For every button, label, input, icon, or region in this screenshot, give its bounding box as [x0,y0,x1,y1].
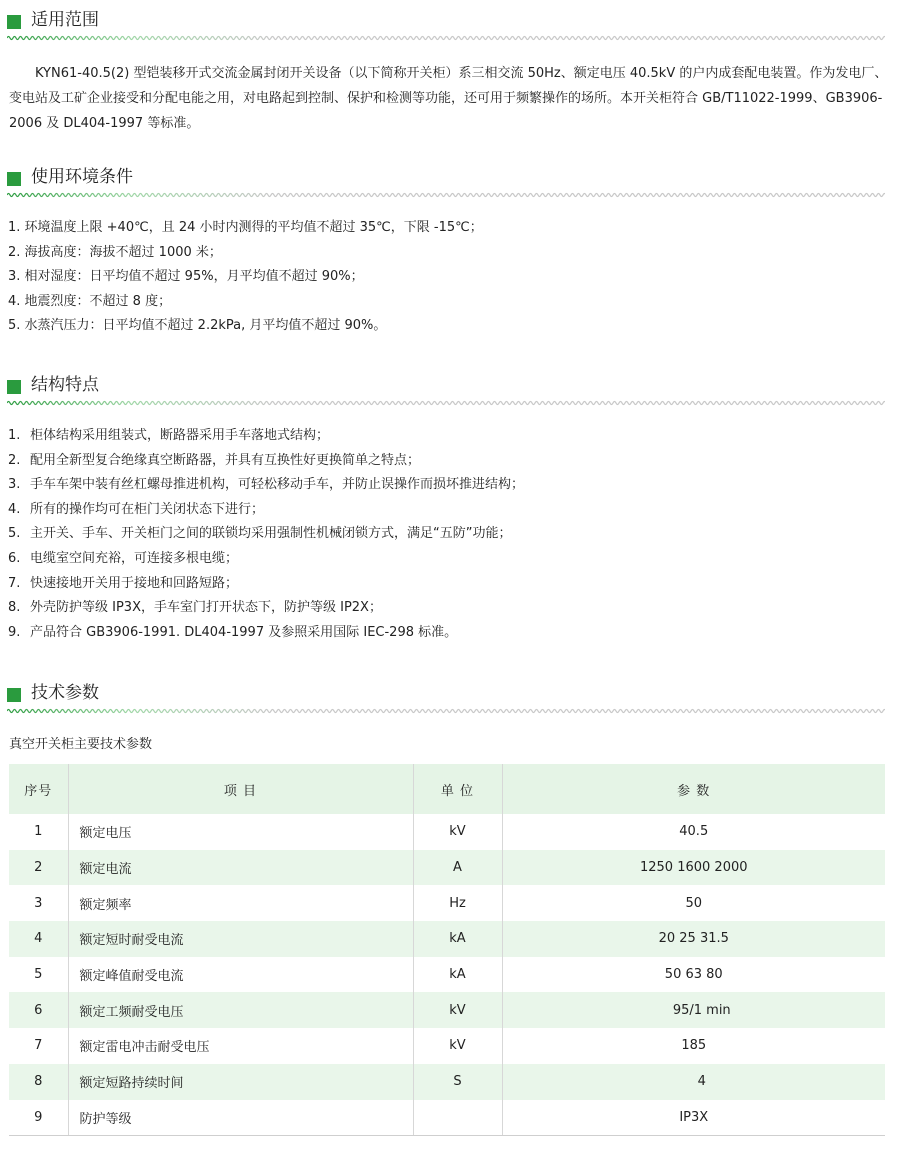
square-bullet-icon [7,380,21,394]
cell-item: 防护等级 [68,1100,413,1136]
list-item-text: 配用全新型复合绝缘真空断路器，并具有互换性好更换简单之特点； [30,452,421,468]
tech-params-table [9,764,885,1136]
header-unit: 单 位 [413,764,502,814]
cell-index: 1 [9,814,68,850]
list-item [8,547,888,572]
table-row [9,992,885,1028]
section-header-environment [7,163,885,193]
cell-index: 5 [9,957,68,993]
list-item [8,596,888,621]
cell-item: 额定电压 [68,814,413,850]
list-item-text: 外壳防护等级 IP3X，手车室门打开状态下，防护等级 IP2X； [30,600,382,616]
square-bullet-icon [7,688,21,702]
list-item: 1. 环境温度上限 +40℃，且 24 小时内测得的平均值不超过 35℃，下限 -15℃； [8,220,483,235]
header-item: 项 目 [68,764,413,814]
cell-value: 50 [685,895,703,911]
list-item-number: 1. [8,428,21,443]
list-item: 5. 水蒸汽压力：日平均值不超过 2.2kPa, 月平均值不超过 90%。 [8,318,387,333]
list-item: 4. 地震烈度：不超过 8 度； [8,293,172,309]
list-item-text: 主开关、手车、开关柜门之间的联锁均采用强制性机械闭锁方式，满足“五防”功能； [30,526,512,542]
table-row [9,850,885,886]
list-item-number: 9. [8,624,21,640]
list-item-number: 2. [8,452,21,468]
square-bullet-icon [7,15,21,29]
cell-index: 3 [9,885,68,921]
table-row [9,814,885,850]
list-item-text: 所有的操作均可在柜门关闭状态下进行； [30,501,265,517]
cell-value: 50 63 80 [664,967,723,983]
table-row [9,1028,885,1064]
wavy-divider [7,707,885,715]
cell-index: 9 [9,1100,68,1136]
cell-index: 2 [9,850,68,886]
list-item [8,522,888,547]
list-item-text: 产品符合 GB3906-1991. DL404-1997 及参照采用国际 IEC-298 标准。 [30,624,458,640]
environment-list [8,216,888,339]
cell-unit: S [413,1064,502,1100]
cell-item: 额定短时耐受电流 [68,921,413,957]
cell-unit: A [413,850,502,886]
list-item: 3. 相对湿度：日平均值不超过 95%，月平均值不超过 90%； [8,269,364,284]
list-item [8,473,888,498]
cell-item: 额定电流 [68,850,413,886]
list-item-number: 8. [8,600,21,616]
cell-index: 8 [9,1064,68,1100]
list-item [8,424,888,449]
list-item-text: 柜体结构采用组装式，断路器采用手车落地式结构； [30,428,330,443]
table-row [9,885,885,921]
cell-unit [413,1100,502,1136]
table-row [9,957,885,993]
square-bullet-icon [7,172,21,186]
cell-value: 20 25 31.5 [658,931,729,947]
section-title: 结构特点 [31,375,99,395]
cell-index: 7 [9,1028,68,1064]
header-value: 参 数 [677,783,711,799]
cell-unit: kA [413,957,502,993]
cell-value: 4 [697,1074,706,1090]
scope-paragraph [9,61,889,136]
cell-value: 40.5 [679,824,709,840]
list-item [8,572,888,597]
cell-unit: Hz [413,885,502,921]
cell-unit: kA [413,921,502,957]
section-title: 技术参数 [31,683,99,703]
cell-index: 6 [9,992,68,1028]
section-title: 使用环境条件 [31,167,133,187]
list-item-text: 电缆室空间充裕，可连接多根电缆； [30,550,239,566]
cell-unit: kV [413,1028,502,1064]
table-row [9,1100,885,1136]
list-item-text: 快速接地开关用于接地和回路短路； [30,575,239,591]
list-item-number: 5. [8,526,21,542]
section-header-scope [7,6,885,36]
scope-text: KYN61-40.5(2) 型铠装移开式交流金属封闭开关设备（以下简称开关柜）系三相交流 50Hz、额定电压 40.5kV 的户内成套配电装置。作为发电厂、变电站及工矿企业接受和分配电能之用，对电路起到控制、保护和检测等功能，还可用于频繁操作的场所。本开关柜符合 GB/T11022-1999、GB3906-2006 及 DL404-1997 等标准。 [9,66,888,131]
cell-value: IP3X [502,1100,885,1136]
cell-item: 额定频率 [68,885,413,921]
cell-value: 185 [681,1038,707,1054]
list-item-text: 手车车架中装有丝杠螺母推进机构，可轻松移动手车，并防止误操作而损坏推进结构； [30,477,525,493]
cell-index: 4 [9,921,68,957]
list-item [8,498,888,523]
list-item-number: 7. [8,575,21,591]
cell-value: 1250 1600 2000 [639,860,748,876]
list-item-number: 4. [8,501,21,517]
cell-item: 额定短路持续时间 [68,1064,413,1100]
wavy-divider [7,191,885,199]
cell-unit: kV [413,814,502,850]
section-header-structure [7,371,885,401]
cell-item: 额定工频耐受电压 [68,992,413,1028]
section-header-tech [7,679,885,709]
list-item-number: 6. [8,550,21,566]
section-title: 适用范围 [31,10,99,30]
table-row [9,1064,885,1100]
wavy-divider [7,34,885,42]
list-item [8,621,888,646]
cell-value: 95/1 min [672,1002,731,1018]
header-index: 序号 [9,764,68,814]
cell-item: 额定峰值耐受电流 [68,957,413,993]
table-body [9,814,885,1135]
table-row [9,921,885,957]
list-item [8,449,888,474]
wavy-divider [7,399,885,407]
table-header-row [9,764,885,814]
list-item-number: 3. [8,477,21,493]
list-item: 2. 海拔高度：海拔不超过 1000 米； [8,244,222,260]
cell-item: 额定雷电冲击耐受电压 [68,1028,413,1064]
cell-unit: kV [413,992,502,1028]
table-caption: 真空开关柜主要技术参数 [9,737,153,752]
structure-list [8,424,888,645]
